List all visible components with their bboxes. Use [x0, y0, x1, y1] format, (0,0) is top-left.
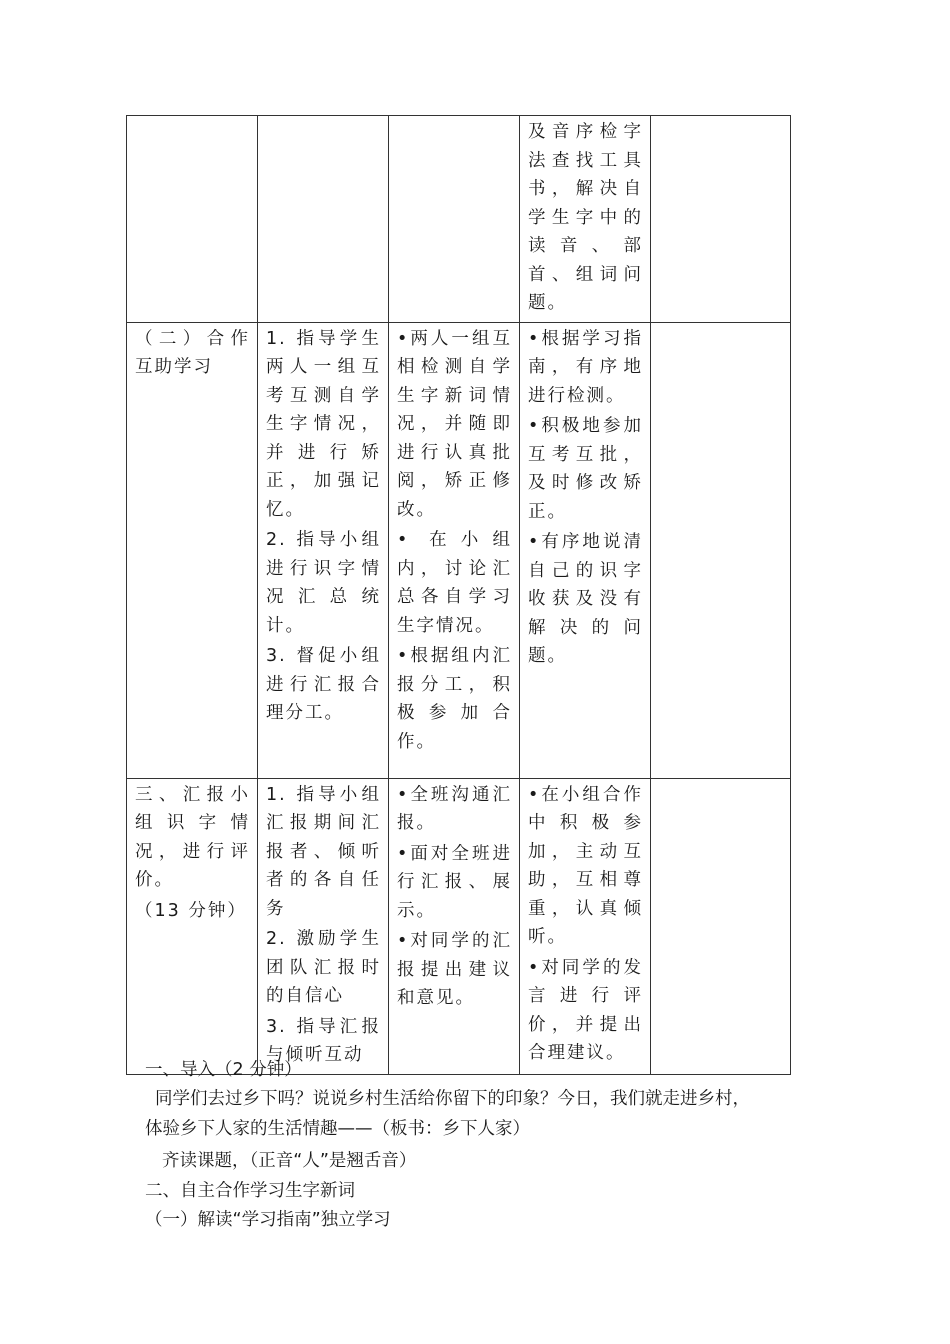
section-heading: 一、导入（2 分钟）: [145, 1060, 302, 1080]
stage-duration: （13 分钟）: [135, 900, 247, 921]
table-cell: [651, 116, 791, 323]
learning-goal-cell: [520, 322, 651, 778]
lesson-plan-table: [126, 115, 791, 1075]
cell-paragraph: 3. 指导汇报与倾听互动: [266, 1016, 381, 1065]
student-activity-cell: [389, 778, 520, 1074]
cell-paragraph: •面对全班进行汇报、展示。: [397, 843, 512, 921]
table-cell: [389, 116, 520, 323]
cell-paragraph: 及音序检字法查找工具书，解决自学生字中的读音、部首、组词问题。: [528, 122, 643, 313]
cell-paragraph: 2. 指导小组进行识字情况汇总统计。: [266, 530, 381, 636]
cell-paragraph: •两人一组互相检测自学生字新词情况，并随即进行认真批阅，矫正修改。: [397, 328, 512, 520]
stage-cell: [127, 322, 258, 778]
table-row: [127, 116, 791, 323]
learning-goal-cell: [520, 778, 651, 1074]
stage-title: （二）合作互助学习: [135, 328, 250, 377]
cell-paragraph: •根据学习指南，有序地进行检测。: [528, 328, 643, 406]
cell-paragraph: 1. 指导学生两人一组互考互测自学生字情况，并进行矫正，加强记忆。: [266, 328, 381, 520]
table-row: [127, 778, 791, 1074]
body-paragraph: 体验乡下人家的生活情趣——（板书：乡下人家）: [145, 1119, 530, 1139]
cell-paragraph: •全班沟通汇报。: [397, 784, 512, 833]
cell-paragraph: 2. 激励学生团队汇报时的自信心: [266, 929, 381, 1006]
table-cell: [127, 116, 258, 323]
cell-paragraph: •积极地参加互考互批，及时修改矫正。: [528, 416, 643, 522]
table-row: [127, 322, 791, 778]
table-cell: [520, 116, 651, 323]
section-heading: 二、自主合作学习生字新词: [145, 1181, 355, 1201]
cell-paragraph: 1. 指导小组汇报期间汇报者、倾听者的各自任务: [266, 784, 381, 919]
body-paragraph: 同学们去过乡下吗？说说乡村生活给你留下的印象？今日，我们就走进乡村，: [155, 1089, 750, 1109]
stage-title: 三、汇报小组识字情况，进行评价。: [135, 784, 250, 890]
cell-paragraph: 3. 督促小组进行汇报合理分工。: [266, 646, 381, 723]
student-activity-cell: [389, 322, 520, 778]
body-paragraph: 齐读课题，（正音“人”是翘舌音）: [162, 1151, 417, 1171]
cell-paragraph: •在小组合作中积极参加，主动互助，互相尊重，认真倾听。: [528, 784, 643, 947]
table-cell: [651, 778, 791, 1074]
cell-paragraph: •根据组内汇报分工，积极参加合作。: [397, 646, 512, 752]
stage-cell: [127, 778, 258, 1074]
teacher-activity-cell: [258, 778, 389, 1074]
subsection-heading: （一）解读“学习指南”独立学习: [145, 1210, 391, 1230]
table-cell: [651, 322, 791, 778]
table-cell: [258, 116, 389, 323]
cell-paragraph: •对同学的汇报提出建议和意见。: [397, 931, 512, 1008]
cell-paragraph: • 在小组内，讨论汇总各自学习生字情况。: [397, 530, 512, 636]
cell-paragraph: •有序地说清自己的识字收获及没有解决的问题。: [528, 532, 643, 666]
teacher-activity-cell: [258, 322, 389, 778]
cell-paragraph: •对同学的发言进行评价，并提出合理建议。: [528, 957, 643, 1063]
